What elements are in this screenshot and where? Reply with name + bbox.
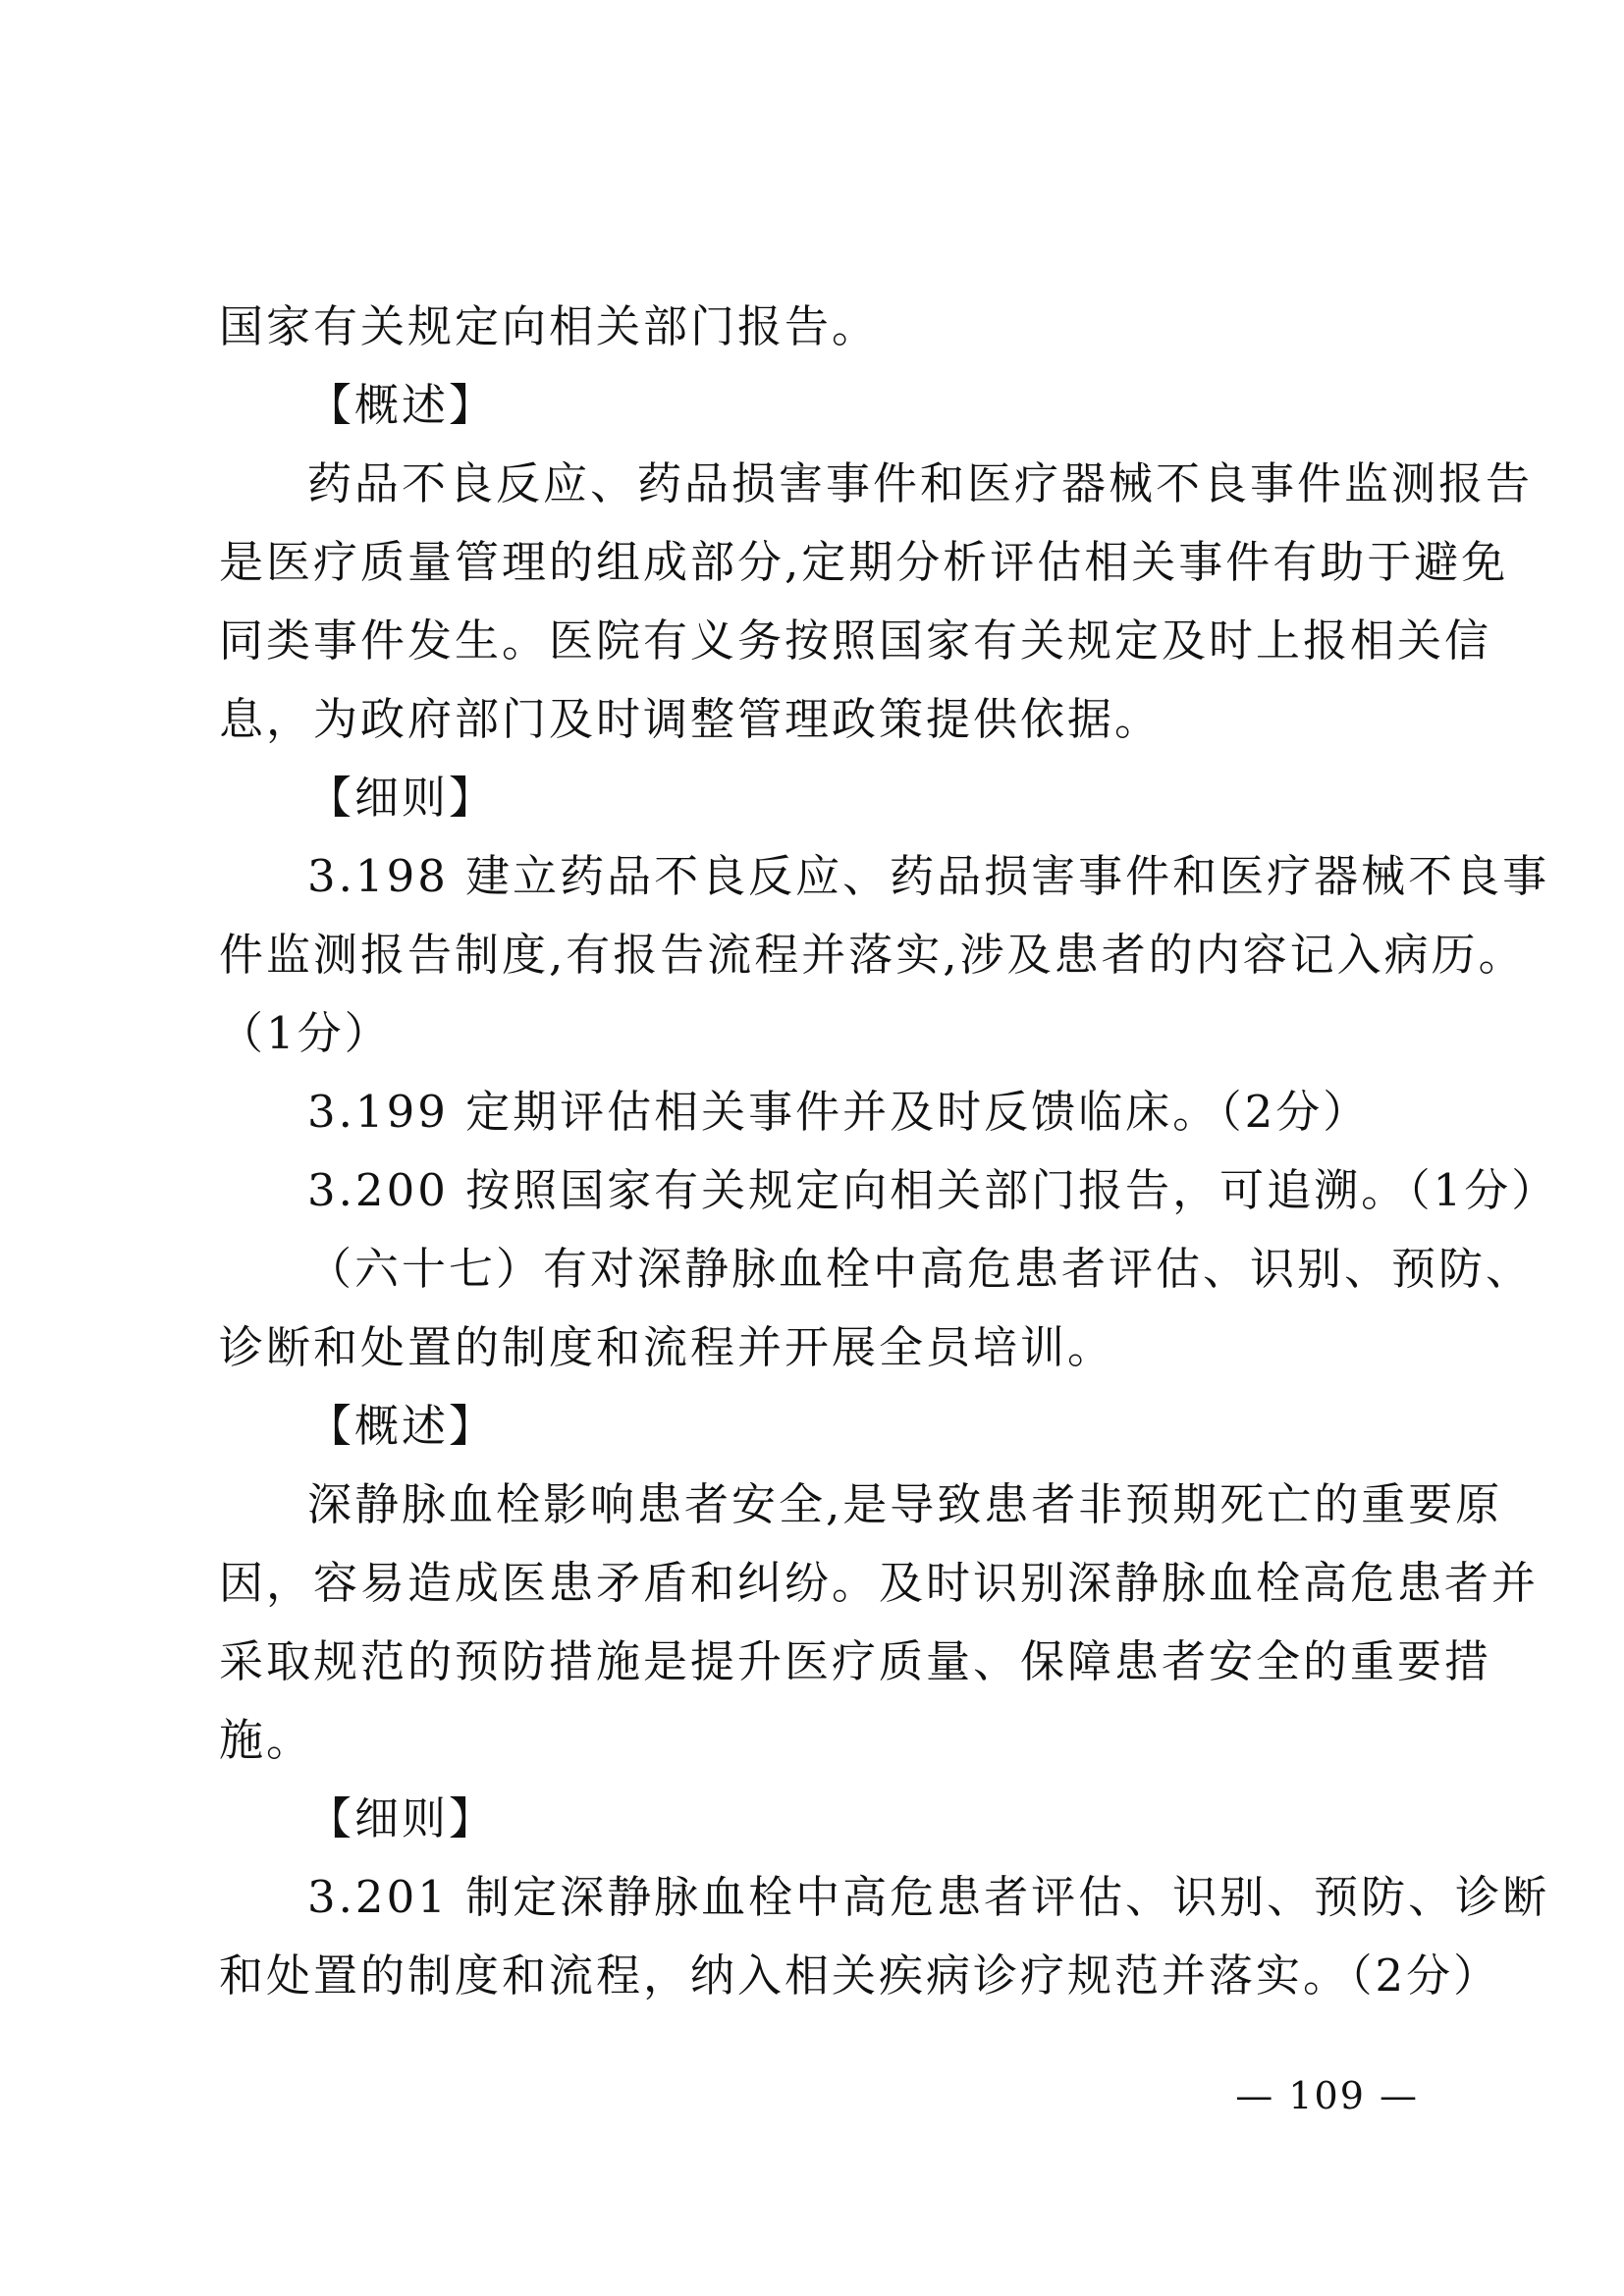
text-line: 同类事件发生。医院有义务按照国家有关规定及时上报相关信 bbox=[219, 614, 1492, 667]
text-line: 深静脉血栓影响患者安全,是导致患者非预期死亡的重要原 bbox=[307, 1478, 1503, 1530]
rule-item-3-201: 3.201 制定深静脉血栓中高危患者评估、识别、预防、诊断 bbox=[307, 1871, 1550, 1923]
page-number: — 109 — bbox=[1235, 2074, 1419, 2117]
text-line: 施。 bbox=[219, 1714, 314, 1766]
rule-item-3-200: 3.200 按照国家有关规定向相关部门报告，可追溯。（1分） bbox=[307, 1164, 1559, 1216]
section-heading-rules: 【细则】 bbox=[307, 1792, 497, 1844]
text-line: 和处置的制度和流程，纳入相关疾病诊疗规范并落实。（2分） bbox=[219, 1949, 1501, 2002]
text-line: 件监测报告制度,有报告流程并落实,涉及患者的内容记入病历。 bbox=[219, 929, 1526, 981]
section-heading-rules: 【细则】 bbox=[307, 772, 497, 824]
text-line: 是医疗质量管理的组成部分,定期分析评估相关事件有助于避免 bbox=[219, 536, 1509, 588]
text-line: 药品不良反应、药品损害事件和医疗器械不良事件监测报告 bbox=[307, 457, 1534, 509]
rule-item-3-199: 3.199 定期评估相关事件并及时反馈临床。（2分） bbox=[307, 1086, 1371, 1138]
text-line: 采取规范的预防措施是提升医疗质量、保障患者安全的重要措 bbox=[219, 1635, 1492, 1687]
text-line: （1分） bbox=[219, 1007, 392, 1059]
text-line: 国家有关规定向相关部门报告。 bbox=[219, 300, 880, 352]
section-heading-overview: 【概述】 bbox=[307, 379, 497, 431]
rule-item-3-198: 3.198 建立药品不良反应、药品损害事件和医疗器械不良事 bbox=[307, 850, 1550, 902]
section-heading-overview: 【概述】 bbox=[307, 1400, 497, 1452]
text-line: 因，容易造成医患矛盾和纠纷。及时识别深静脉血栓高危患者并 bbox=[219, 1557, 1540, 1609]
text-line: 息，为政府部门及时调整管理政策提供依据。 bbox=[219, 693, 1163, 745]
text-line: 诊断和处置的制度和流程并开展全员培训。 bbox=[219, 1321, 1115, 1373]
article-heading-67: （六十七）有对深静脉血栓中高危患者评估、识别、预防、 bbox=[307, 1243, 1534, 1295]
document-body bbox=[219, 288, 1559, 2015]
